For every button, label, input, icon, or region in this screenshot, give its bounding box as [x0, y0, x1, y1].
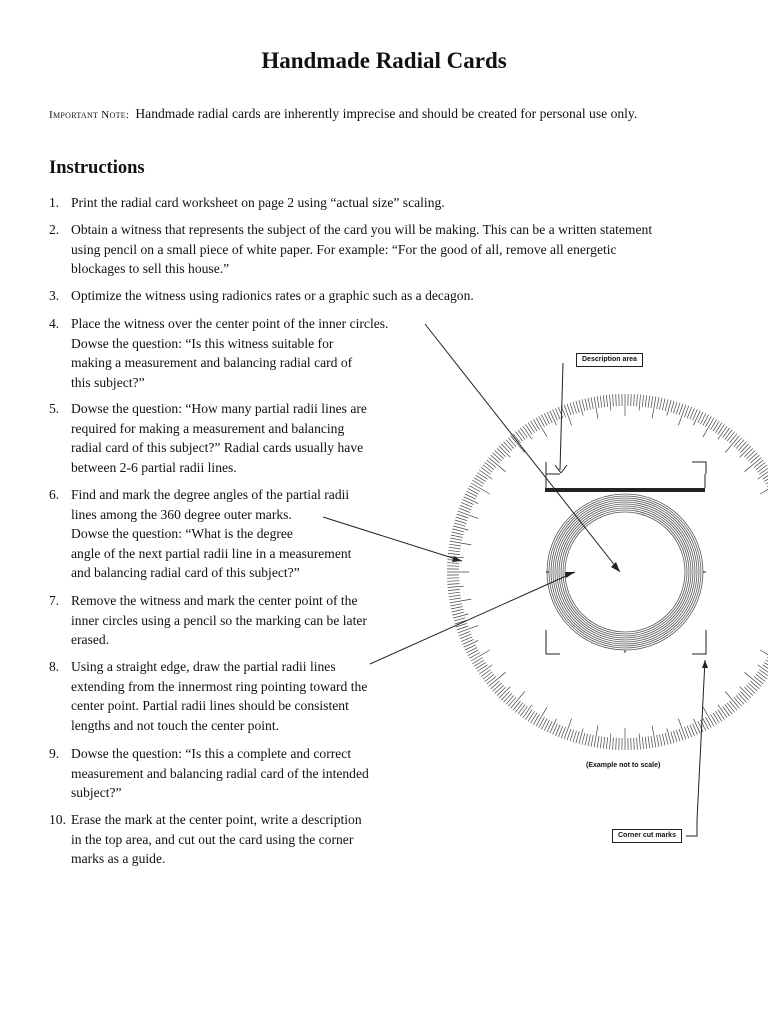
step-line: Find and mark the degree angles of the partial radii [71, 487, 350, 502]
degree-tick [506, 440, 514, 449]
degree-tick [754, 460, 763, 468]
degree-tick [576, 732, 579, 744]
degree-tick-ring [447, 394, 768, 750]
degree-tick [760, 650, 768, 661]
degree-tick [489, 458, 506, 472]
degree-tick [513, 434, 521, 443]
degree-tick [541, 719, 547, 730]
degree-tick [703, 415, 709, 426]
degree-tick [730, 434, 738, 443]
degree-tick [450, 538, 462, 540]
degree-tick [715, 423, 722, 433]
degree-tick [736, 695, 744, 704]
inner-circle [555, 502, 695, 642]
degree-tick [511, 436, 525, 453]
step-line: and balancing radial card of this subject?” [71, 565, 300, 580]
degree-tick [501, 444, 509, 453]
inner-circle [559, 506, 691, 638]
leader-lines [323, 324, 705, 836]
degree-tick [520, 706, 527, 716]
degree-tick [591, 735, 593, 747]
degree-tick [531, 421, 537, 431]
degree-tick [567, 729, 571, 740]
degree-tick [452, 609, 464, 612]
degree-tick [634, 394, 635, 406]
degree-tick [594, 397, 598, 419]
degree-tick [491, 455, 500, 463]
degree-tick [513, 701, 521, 710]
degree-tick [725, 692, 739, 709]
degree-tick [616, 394, 617, 406]
degree-tick [671, 732, 674, 744]
degree-tick [448, 592, 460, 594]
step-number: 8. [49, 659, 60, 674]
step-line: Place the witness over the center point of the inner circles. [71, 316, 389, 331]
degree-tick [472, 480, 482, 486]
degree-tick [727, 703, 734, 713]
degree-tick [642, 737, 643, 749]
degree-tick [606, 395, 607, 407]
step-number: 2. [49, 222, 60, 237]
degree-tick [613, 738, 614, 750]
degree-tick [694, 719, 701, 734]
degree-tick [582, 733, 585, 745]
degree-tick [483, 465, 493, 472]
degree-tick [745, 672, 762, 686]
step-line: Dowse the question: “How many partial radii lines are [71, 401, 367, 416]
degree-tick [754, 677, 763, 685]
degree-tick [603, 737, 605, 749]
degree-tick [600, 736, 602, 748]
degree-tick [504, 442, 512, 451]
degree-tick [448, 586, 464, 587]
degree-tick [476, 662, 486, 669]
degree-tick [725, 705, 732, 715]
degree-tick [713, 421, 719, 431]
degree-tick [508, 697, 516, 706]
degree-tick [760, 483, 768, 494]
degree-tick [597, 396, 599, 408]
step-number: 3. [49, 288, 60, 303]
step-line: between 2-6 partial radii lines. [71, 459, 237, 475]
degree-tick [657, 397, 659, 409]
degree-tick [703, 719, 709, 730]
degree-tick [526, 424, 533, 434]
degree-tick [481, 467, 491, 474]
step-number: 5. [49, 401, 60, 416]
degree-tick [493, 683, 502, 691]
degree-tick [725, 436, 739, 453]
degree-tick [723, 428, 730, 438]
step-line: Dowse the question: “Is this witness suitable for [71, 335, 334, 351]
figure-caption: (Example not to scale) [586, 762, 661, 769]
degree-tick [573, 731, 577, 743]
degree-tick [485, 674, 495, 681]
step-line: Obtain a witness that represents the subject of the card you will be making. This can be a written statement [71, 222, 653, 237]
degree-tick [447, 563, 459, 564]
degree-tick [756, 462, 766, 469]
degree-tick [660, 398, 663, 410]
degree-tick [506, 695, 514, 704]
degree-tick [676, 730, 680, 741]
degree-tick [637, 394, 638, 406]
degree-tick [639, 733, 640, 749]
degree-tick [750, 455, 759, 463]
degree-tick [487, 460, 496, 468]
degree-tick [518, 430, 525, 440]
degree-tick [746, 685, 755, 693]
degree-tick [447, 581, 459, 582]
degree-tick [736, 440, 744, 449]
degree-tick [451, 535, 463, 538]
degree-tick [495, 685, 504, 693]
degree-tick [469, 486, 480, 492]
step-number: 7. [49, 593, 60, 608]
degree-tick [452, 532, 464, 535]
degree-tick [448, 550, 460, 552]
degree-tick [711, 714, 717, 724]
degree-tick [725, 430, 732, 440]
degree-tick [485, 462, 495, 469]
step-line: erased. [71, 632, 110, 647]
degree-tick [660, 734, 663, 746]
degree-tick [495, 451, 504, 459]
degree-tick [531, 713, 537, 723]
degree-tick [610, 733, 611, 749]
degree-tick [591, 397, 593, 409]
degree-tick [694, 411, 701, 426]
degree-tick [585, 734, 588, 746]
degree-tick [474, 478, 484, 484]
step-line: Print the radial card worksheet on page 2 using “actual size” scaling. [71, 195, 445, 210]
degree-tick [597, 736, 599, 748]
degree-tick [454, 523, 466, 526]
degree-tick [740, 691, 748, 700]
degree-tick [715, 711, 722, 721]
degree-tick [472, 658, 482, 664]
degree-tick [727, 432, 734, 442]
step-line: Dowse the question: “What is the degree [71, 526, 293, 541]
description-area-label: Description area [576, 353, 643, 367]
degree-tick [745, 458, 762, 472]
degree-tick [447, 584, 459, 585]
degree-tick [585, 399, 588, 411]
degree-tick [637, 738, 638, 750]
step-line: this subject?” [71, 374, 145, 390]
degree-tick [648, 396, 650, 408]
degree-tick [533, 419, 539, 429]
degree-tick [706, 416, 712, 427]
degree-tick [493, 453, 502, 461]
inner-circle [561, 508, 689, 636]
degree-tick [449, 544, 461, 546]
step-number: 10. [49, 812, 66, 827]
degree-tick [652, 726, 656, 748]
degree-tick [613, 394, 614, 406]
degree-tick [449, 595, 461, 597]
degree-tick [711, 419, 717, 429]
step-line: Using a straight edge, draw the partial radii lines [71, 659, 336, 674]
degree-tick [539, 416, 545, 427]
degree-tick [706, 717, 712, 728]
degree-tick [570, 403, 574, 414]
degree-tick [759, 467, 768, 474]
step-line: blockages to sell this house.” [71, 261, 230, 276]
degree-tick [651, 736, 653, 748]
degree-tick [454, 618, 466, 621]
degree-tick [603, 395, 605, 407]
degree-tick [662, 734, 665, 746]
degree-tick [567, 404, 571, 415]
degree-tick [468, 488, 479, 494]
degree-tick [455, 520, 467, 524]
degree-tick [734, 438, 742, 447]
degree-tick [497, 687, 506, 695]
degree-tick [452, 612, 464, 615]
step-number: 6. [49, 487, 60, 502]
page-title: Handmade Radial Cards [261, 48, 507, 73]
degree-tick [533, 714, 539, 724]
degree-tick [744, 687, 753, 695]
degree-tick [497, 448, 506, 456]
degree-tick [582, 399, 585, 411]
degree-tick [451, 607, 463, 610]
step-line: marks as a guide. [71, 851, 166, 866]
degree-tick [469, 653, 480, 659]
degree-tick [528, 423, 535, 433]
degree-tick [730, 701, 738, 710]
step-line: Erase the mark at the center point, write a description [71, 812, 362, 827]
degree-tick [657, 735, 659, 747]
degree-tick [594, 726, 598, 748]
degree-tick [504, 693, 512, 702]
degree-tick [740, 444, 748, 453]
step-line: lines among the 360 degree outer marks. [71, 506, 292, 522]
step-line: inner circles using a pencil so the marking can be later [71, 612, 367, 628]
degree-tick [576, 401, 579, 413]
degree-tick [651, 396, 653, 408]
degree-tick [723, 706, 730, 716]
step-line: in the top area, and cut out the card using the corner [71, 831, 354, 847]
degree-tick [645, 737, 647, 749]
inner-circle [563, 510, 687, 634]
degree-tick [746, 451, 755, 459]
degree-tick [458, 625, 479, 633]
degree-tick [487, 677, 496, 685]
degree-tick [501, 691, 509, 700]
degree-tick [449, 547, 461, 549]
inner-circle [557, 504, 693, 640]
degree-tick [550, 719, 557, 734]
degree-tick [610, 395, 611, 411]
degree-tick [476, 475, 486, 482]
degree-tick [674, 731, 678, 743]
degree-tick [665, 399, 668, 411]
degree-tick [541, 415, 547, 426]
degree-tick [713, 713, 719, 723]
degree-tick [758, 672, 768, 679]
degree-tick [718, 710, 725, 720]
degree-tick [679, 404, 683, 415]
degree-tick [671, 401, 674, 413]
note-text: Handmade radial cards are inherently imprecise and should be created for personal use only. [135, 106, 638, 121]
degree-tick [750, 681, 759, 689]
degree-tick [748, 683, 757, 691]
step-line: subject?” [71, 785, 122, 800]
degree-tick [639, 395, 640, 411]
degree-tick [645, 395, 647, 407]
degree-tick [448, 553, 460, 554]
degree-tick [481, 670, 491, 677]
step-line: angle of the next partial radii line in a measurement [71, 545, 352, 561]
degree-tick [520, 428, 527, 438]
step-line: using pencil on a small piece of white paper. For example: “For the good of all, remove all energetic [71, 241, 617, 257]
degree-tick [759, 670, 768, 677]
degree-tick [456, 517, 467, 521]
degree-tick [570, 730, 574, 741]
step-line: extending from the innermost ring pointing toward the [71, 678, 368, 694]
degree-tick [452, 529, 464, 532]
step-line: required for making a measurement and balancing [71, 420, 345, 436]
degree-tick [491, 681, 500, 689]
degree-tick [662, 399, 665, 411]
degree-tick [665, 733, 668, 745]
degree-tick [449, 598, 461, 600]
degree-tick [616, 738, 617, 750]
degree-tick [458, 511, 479, 518]
degree-tick [678, 719, 686, 740]
degree-tick [464, 641, 479, 648]
step-line: center point. Partial radii lines should be consistent [71, 698, 349, 713]
degree-tick [468, 650, 479, 656]
degree-tick [676, 403, 680, 414]
degree-tick [744, 448, 753, 456]
degree-tick [573, 402, 577, 414]
step-line: Remove the witness and mark the center point of the [71, 593, 358, 608]
step-line: measurement and balancing radial card of the intended [71, 765, 369, 781]
degree-tick [748, 453, 757, 461]
step-line: Dowse the question: “Is this a complete and correct [71, 746, 352, 761]
degree-tick [474, 660, 484, 666]
degree-tick [539, 717, 545, 728]
degree-tick [450, 541, 472, 545]
corner-cut-marks-label: Corner cut marks [612, 829, 682, 843]
step-number: 1. [49, 195, 60, 210]
step-line: radial card of this subject?” Radial cards usually have [71, 440, 364, 455]
degree-tick [588, 734, 591, 746]
degree-tick [738, 442, 746, 451]
step-line: lengths and not touch the center point. [71, 717, 280, 733]
degree-tick [679, 729, 683, 740]
degree-tick [652, 397, 656, 419]
degree-tick [448, 589, 460, 590]
step-number: 4. [49, 316, 60, 331]
degree-tick [511, 692, 525, 709]
instructions-heading: Instructions [49, 158, 145, 178]
degree-tick [600, 396, 602, 408]
degree-tick [738, 693, 746, 702]
degree-tick [606, 737, 607, 749]
degree-tick [758, 465, 768, 472]
degree-tick [457, 514, 468, 518]
degree-tick [464, 497, 479, 504]
degree-tick [526, 710, 533, 720]
degree-tick [648, 736, 650, 748]
degree-tick [528, 711, 535, 721]
degree-tick [477, 665, 487, 672]
degree-tick [674, 402, 678, 414]
degree-tick [564, 405, 572, 426]
inner-circle [565, 512, 685, 632]
note-label: Important Note: [49, 109, 130, 121]
step-line: making a measurement and balancing radial card of [71, 355, 353, 370]
degree-tick [756, 674, 766, 681]
step-number: 9. [49, 746, 60, 761]
degree-tick [564, 719, 572, 740]
description-area-bar [545, 474, 705, 492]
degree-tick [642, 395, 643, 407]
step-line: Optimize the witness using radionics rates or a graphic such as a decagon. [71, 288, 474, 303]
degree-tick [450, 604, 462, 606]
degree-tick [518, 705, 525, 715]
degree-tick [588, 398, 591, 410]
degree-tick [489, 672, 506, 686]
degree-tick [734, 697, 742, 706]
degree-tick [457, 626, 468, 630]
degree-tick [515, 703, 522, 713]
degree-tick [634, 738, 635, 750]
degree-tick [718, 424, 725, 434]
degree-tick [450, 599, 472, 603]
degree-tick [483, 672, 493, 679]
degree-tick [477, 473, 487, 480]
degree-tick [550, 411, 557, 426]
degree-tick [678, 405, 686, 426]
